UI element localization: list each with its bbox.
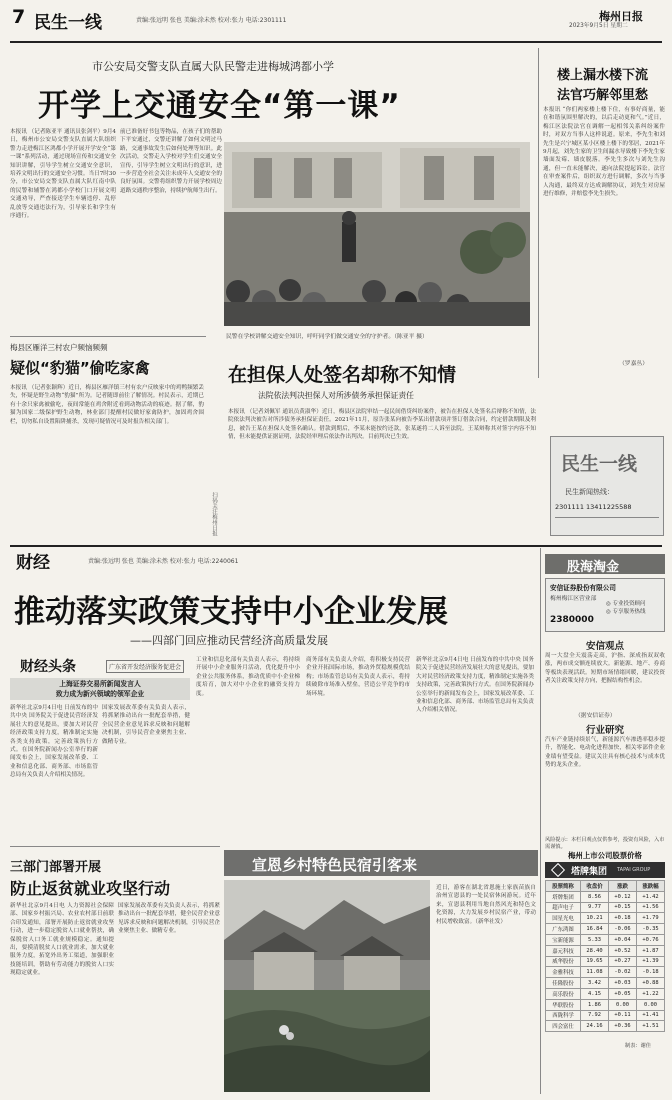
info-text: 周一大盘全天震荡走高，沪指、深成指双双收涨，两市成交额连续放大。新能源、地产、券商等板块表现活跃。短期市场情绪回暖，建议投资者关注政策支持方向，把握结构性机会。 bbox=[545, 653, 665, 685]
table-row bbox=[546, 1010, 665, 1021]
table-cell: 5.33 bbox=[581, 934, 609, 945]
issue-date: 2023年9月5日 星期二 bbox=[569, 23, 628, 29]
table-cell: 11.08 bbox=[581, 967, 609, 978]
finance-body-col2: 国家发展改革委有关负责人表示，将抓紧推动出台一批配套举措，健全民营企业意见诉求反映和问题解决机制，引导民营企业聚焦主业、做精专业。 bbox=[102, 705, 190, 745]
table-cell: 金雅科技 bbox=[546, 967, 581, 978]
table-row bbox=[546, 902, 665, 913]
table-row bbox=[546, 945, 665, 956]
cat-body: 本报讯 （记者张颖辉）近日，梅县区雁洋镇三村有农户反映家中的鸡鸭频繁丢失，怀疑是野生动物“豹猫”所为。记者随即前往了解情况。村民表示，近期已有十余只家禽被偷吃，夜间常能在鸡舍附近看到动物活动的痕迹。据了解，豹猫为国家二级保护野生动物，林业部门提醒村民做好家禽防护，加固鸡舍围栏，切勿私自设置陷阱捕杀，发现可疑情况可及时报告相关部门。 bbox=[10, 385, 204, 425]
table-cell: +0.05 bbox=[609, 988, 637, 999]
broker-branch: 梅州梅江区营业部 bbox=[550, 596, 597, 602]
lead-story bbox=[10, 46, 534, 346]
employment-headline-1: 三部门部署开展 bbox=[10, 860, 102, 875]
finance-header bbox=[10, 548, 540, 573]
table-cell: -0.18 bbox=[637, 967, 665, 978]
employment-body-col2: 国家发展改革委有关负责人表示，将抓紧推动出台一批配套举措，健全民营企业意见诉求反映和问题解决机制，引导民营企业聚焦主业、做精专业。 bbox=[118, 903, 220, 935]
group-name: 塔牌集团 bbox=[571, 867, 608, 877]
hotline-ad-phones: 2301111 13411225588 bbox=[555, 503, 632, 511]
table-row bbox=[546, 891, 665, 902]
stock-tips-title: 股海淘金 bbox=[567, 560, 620, 575]
lead-body-col2: 前已准备好书包等物品，在孩子们的帮助下平安通过，交警还讲解了如何文明过马路，交通事故发生后如何处理等知识。此次活动，交警走入学校对学生们交通安全宣传，引导学生树立文明出行的意识，进一步营造全社会关注未成年人交通安全的良好氛围。交警将组织警力开展学校周边道路交通秩序整治，持续护航师生出行。 bbox=[120, 129, 222, 194]
column-header: 涨跌幅 bbox=[637, 881, 665, 892]
finance-body-col5: 新华社北京9月4日电 日前发布的中共中央 国务院关于促进民营经济发展壮大的意见提出，要加大对民营经济政策支持力度，精准制定实施各类支持政策，完善政策执行方式。在国务院新闻办公室举行的新闻发布会上，国家发展改革委、工业和信息化部、商务部、市场监管总局有关负责人介绍相关情况。 bbox=[416, 657, 534, 714]
broker-services: ◎ 专业投资顾问 ◎ 专享服务热线 bbox=[606, 601, 646, 615]
table-row bbox=[546, 924, 665, 935]
table-cell: +1.87 bbox=[637, 945, 665, 956]
table-cell: 0.00 bbox=[609, 999, 637, 1010]
table-cell: +1.22 bbox=[637, 988, 665, 999]
employment-story bbox=[10, 850, 220, 1090]
table-cell: 28.40 bbox=[581, 945, 609, 956]
hotline-ad bbox=[550, 436, 664, 536]
lead-photo bbox=[224, 142, 530, 326]
headline-box-sub: 上海证券交易所新闻发言人 致力成为新兴领域的领军企业 bbox=[10, 678, 190, 700]
homestay-photo bbox=[224, 880, 430, 1092]
table-cell: +1.79 bbox=[637, 913, 665, 924]
table-cell: 国星光电 bbox=[546, 913, 581, 924]
table-cell: 1.86 bbox=[581, 999, 609, 1010]
lead-kicker: 市公安局交警支队直属大队民警走进梅城鸿都小学 bbox=[92, 60, 334, 73]
guarantor-body: 本报讯 （记者刘佩军 通讯员黄淑华）近日，梅县区法院审结一起民间借贷纠纷案件，被告在担保人处签名后辩称不知情，法院依法判决被告对所涉债务承担保证责任。2021年11月，原告张某向被告李某出借款项并签订借款合同，约定借款期限及利息，被告王某在担保人处签名确认。借款到期后，李某未能按约还款，张某遂将二人诉至法院。王某辩称其对签字内容不知情，但未能提供证据证明，法院经审理后依法作出判决。目前判决已生效。 bbox=[228, 409, 536, 441]
broker-name: 安信证券股份有限公司 bbox=[550, 584, 616, 592]
guarantor-headline: 在担保人处签名却称不知情 bbox=[228, 364, 457, 386]
table-cell: +1.39 bbox=[637, 956, 665, 967]
table-cell: +0.12 bbox=[609, 891, 637, 902]
side-headline-2: 法官巧解邻里愁 bbox=[557, 88, 649, 103]
table-cell: +1.51 bbox=[637, 1021, 665, 1032]
table-cell: 西陇科学 bbox=[546, 1010, 581, 1021]
info-source: （据安信证券） bbox=[575, 713, 616, 719]
page-number: 7 bbox=[12, 6, 26, 28]
table-cell: +0.18 bbox=[609, 913, 637, 924]
page-header bbox=[4, 6, 668, 33]
table-cell: 广东鸿图 bbox=[546, 924, 581, 935]
table-cell: 塔牌集团 bbox=[546, 891, 581, 902]
table-cell: 高乐股份 bbox=[546, 988, 581, 999]
group-logo-icon bbox=[551, 863, 565, 877]
header-rule bbox=[10, 41, 662, 43]
table-cell: 24.16 bbox=[581, 1021, 609, 1032]
table-cell: -0.02 bbox=[609, 967, 637, 978]
table-cell: 10.21 bbox=[581, 913, 609, 924]
table-cell: -0.35 bbox=[637, 924, 665, 935]
column-header: 股票简称 bbox=[546, 881, 581, 892]
section-name: 民生一线 bbox=[34, 13, 102, 33]
headline-box bbox=[10, 652, 190, 779]
headline-box-title: 财经头条 bbox=[20, 659, 76, 675]
employment-top-rule bbox=[10, 846, 220, 847]
table-cell: +0.36 bbox=[609, 1021, 637, 1032]
broker-phone: 2380000 bbox=[550, 615, 594, 625]
headline-box-source: 广东省开发经济服务促进会 bbox=[106, 660, 184, 673]
finance-subhead: ——四部门回应推动民营经济高质量发展 bbox=[130, 634, 328, 647]
table-cell: 四会富仕 bbox=[546, 1021, 581, 1032]
table-row bbox=[546, 999, 665, 1010]
lead-side-divider bbox=[538, 48, 539, 378]
table-cell: 3.42 bbox=[581, 978, 609, 989]
homestay-body: 近日，游客在湖北省恩施土家族苗族自治州宣恩县的一处民宿休闲游玩。近年来，宣恩县利用当地自然风光和特色文化资源，大力发展乡村民宿产业，带动村民增收致富。（新华社发） bbox=[436, 885, 536, 925]
lead-photo-caption: 民警在学校讲解交通安全知识，呼吁同学们做交通安全的守护者。（陈亚平 摄） bbox=[226, 334, 428, 340]
side-byline: （罗嘉丛） bbox=[619, 361, 648, 367]
employment-body: 新华社北京9月4日电 人力资源社会保障部、国家乡村振兴局、农业农村部日前联合印发通知，部署开展防止返贫就业攻坚行动，进一步稳定脱贫人口就业帮扶，确保脱贫人口务工就业规模稳定。通知提出，要摸清脱贫人口就业需求，加大就业服务力度，拓宽外出务工渠道，加强职业技能培训，帮助有劳动能力的脱贫人口实现稳定就业。 bbox=[10, 903, 114, 977]
column-header: 涨跌 bbox=[609, 881, 637, 892]
table-cell: +0.52 bbox=[609, 945, 637, 956]
table-cell: 华联股份 bbox=[546, 999, 581, 1010]
group-name-en: TAPAI GROUP bbox=[617, 867, 651, 873]
industry-text: 汽车产业链持续景气，新能源汽车渗透率稳步提升，智能化、电动化进程加快，相关零部件企业业绩有望受益。建议关注具有核心技术与成本优势的龙头企业。 bbox=[545, 737, 665, 769]
table-cell: +0.76 bbox=[637, 934, 665, 945]
table-cell: -0.06 bbox=[609, 924, 637, 935]
guarantor-subhead: 法院依法判决担保人对所涉债务承担保证责任 bbox=[258, 391, 414, 400]
prices-title: 梅州上市公司股票价格 bbox=[568, 851, 642, 860]
info-title: 安信观点 bbox=[585, 641, 624, 652]
table-row bbox=[546, 1021, 665, 1032]
finance-lead bbox=[10, 574, 536, 844]
cat-headline: 疑似“豹猫”偷吃家禽 bbox=[10, 359, 150, 377]
table-cell: 嘉元科技 bbox=[546, 945, 581, 956]
cat-story bbox=[10, 340, 206, 510]
table-cell: +0.88 bbox=[637, 978, 665, 989]
qr-vertical-note: 扫码关注梅州日报 bbox=[211, 492, 217, 536]
table-row bbox=[546, 967, 665, 978]
table-row bbox=[546, 978, 665, 989]
table-cell: 0.00 bbox=[637, 999, 665, 1010]
staff-line: 责编:张远明 张也 美编:涂未然 校对:张力 电话:2301111 bbox=[136, 17, 287, 24]
table-cell: +0.11 bbox=[609, 1010, 637, 1021]
hotline-ad-subtitle: 民生新闻热线： bbox=[565, 488, 614, 496]
group-banner bbox=[545, 862, 665, 878]
table-row bbox=[546, 913, 665, 924]
finance-body-col1: 新华社北京9月4日电 日前发布的中共中央 国务院关于促进民营经济发展壮大的意见提出，要加大对民营经济政策支持力度，精准制定实施各类支持政策，完善政策执行方式。在国务院新闻办公室举行的新闻发布会上，国家发展改革委、工业和信息化部、商务部、市场监管总局有关负责人介绍相关情况。 bbox=[10, 705, 98, 779]
table-cell: 威华股份 bbox=[546, 956, 581, 967]
right-column bbox=[545, 550, 665, 1096]
guarantor-story bbox=[228, 352, 540, 548]
side-body: 本报讯 “你们两家楼上楼下住，有事好商量，能在和谐氛围里解决的，以后走动更和气。”近日，梅江区法院法官在调解一起相邻关系纠纷案件时，对双方当事人这样说道。原来，李先生和刘先生是兴宁城区某小区楼上楼下的邻居，2021年9月起，刘先生家的卫生间漏水导致楼下李先生家墙面发霉、墙皮脱落。李先生多次与刘先生沟通，但一直未能解决，遂向法院提起诉讼。法官在审查案件后，组织双方进行调解，多次与当事人沟通，最终双方达成调解协议，刘先生对房屋进行维修，并赔偿李先生损失。 bbox=[543, 107, 665, 198]
industry-title: 行业研究 bbox=[585, 725, 624, 736]
lead-headline: 开学上交通安全“第一课” bbox=[38, 88, 401, 124]
finance-body-col4: 商务部有关负责人介绍，将积极支持民营企业开拓国际市场，推动外贸稳规模优结构；市场监管总局有关负责人表示，将持续破除市场准入壁垒，营造公平竞争的市场环境。 bbox=[306, 657, 410, 697]
hotline-ad-title: 民生一线 bbox=[561, 453, 638, 475]
table-cell: +1.41 bbox=[637, 1010, 665, 1021]
stock-table-wrap bbox=[545, 880, 665, 1032]
cat-kicker: 梅县区雁洋三村农户频恼频频 bbox=[10, 343, 108, 352]
table-cell: 宝新能源 bbox=[546, 934, 581, 945]
hotline-ad-divider bbox=[555, 517, 659, 518]
finance-section-name: 财经 bbox=[16, 553, 50, 573]
mid-rule-left bbox=[10, 336, 206, 337]
table-row bbox=[546, 934, 665, 945]
stock-price-table bbox=[545, 880, 665, 1032]
table-cell: +1.56 bbox=[637, 902, 665, 913]
homestay-banner-text: 宣恩乡村特色民宿引客来 bbox=[252, 856, 418, 874]
table-cell: 8.56 bbox=[581, 891, 609, 902]
finance-right-divider bbox=[540, 548, 541, 1094]
table-cell: +0.15 bbox=[609, 902, 637, 913]
side-headline-1: 楼上漏水楼下流 bbox=[557, 68, 649, 83]
broker-box bbox=[545, 578, 665, 632]
employment-headline-2: 防止返贫就业攻坚行动 bbox=[10, 879, 171, 898]
table-cell: +0.04 bbox=[609, 934, 637, 945]
table-cell: 19.65 bbox=[581, 956, 609, 967]
column-header: 收盘价 bbox=[581, 881, 609, 892]
finance-staff-line: 责编:张远明 张也 美编:涂未然 校对:张力 电话:2240061 bbox=[88, 558, 239, 565]
table-cell: 佳隆股份 bbox=[546, 978, 581, 989]
table-row bbox=[546, 956, 665, 967]
homestay-section bbox=[224, 850, 538, 1094]
finance-body-col3: 工业和信息化部有关负责人表示，将持续开展中小企业服务月活动，优化提升中小企业公共服务体系，推动优质中小企业梯度培育，加大对中小企业的融资支持力度。 bbox=[196, 657, 300, 697]
homestay-banner bbox=[224, 850, 538, 876]
stock-table-body bbox=[546, 891, 665, 1031]
risk-disclaimer: 风险提示：本栏目观点仅供参考，投资有风险，入市需谨慎。 bbox=[545, 837, 665, 850]
table-cell: +0.27 bbox=[609, 956, 637, 967]
table-cell: 16.84 bbox=[581, 924, 609, 935]
table-header-row bbox=[546, 881, 665, 892]
table-cell: 7.92 bbox=[581, 1010, 609, 1021]
table-cell: 4.15 bbox=[581, 988, 609, 999]
table-note: 制表：谢佳 bbox=[625, 1043, 651, 1049]
table-row bbox=[546, 988, 665, 999]
table-cell: 9.77 bbox=[581, 902, 609, 913]
lead-body-col1: 本报讯 （记者陈亚平 通讯员张剑平）9月4日，梅州市公安局交警支队直属大队组织警力走进梅江区鸿都小学开展开学安全“第一课”系列活动，通过现场宣传和交通安全知识讲解，引导学生树立交通安全意识，培养文明出行的交通安全习惯。当日7时30分，市公安局交警支队直属大队红南中队的民警和辅警在鸿都小学校门口开展文明交通劝导，严查接送学生车辆违停、乱停乱放等交通违法行为，引导家长和学生有序通行。 bbox=[10, 129, 116, 220]
table-cell: +1.42 bbox=[637, 891, 665, 902]
finance-headline: 推动落实政策支持中小企业发展 bbox=[14, 594, 448, 630]
paper-name: 梅州日报 bbox=[599, 10, 643, 23]
side-story bbox=[543, 50, 665, 380]
table-cell: +0.03 bbox=[609, 978, 637, 989]
table-cell: 超声电子 bbox=[546, 902, 581, 913]
stock-tips-header bbox=[545, 554, 665, 574]
finance-top-rule bbox=[10, 545, 662, 547]
